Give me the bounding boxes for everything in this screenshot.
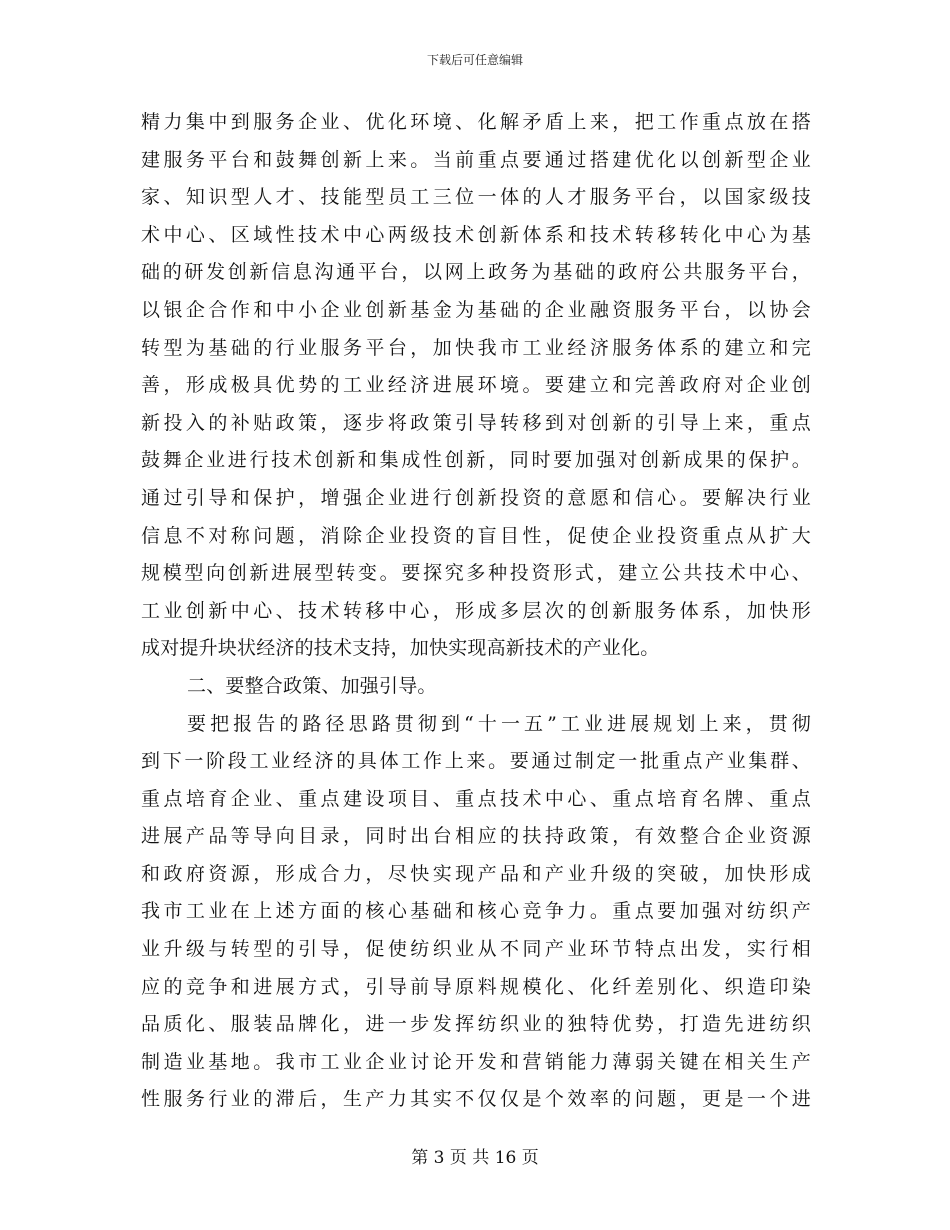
text-line: 和政府资源，形成合力，尽快实现产品和产业升级的突破，加快形成: [141, 862, 811, 885]
text-line: 到下一阶段工业经济的具体工作上来。要通过制定一批重点产业集群、: [141, 750, 811, 773]
text-line: 品质化、服装品牌化，进一步发挥纺织业的独特优势，打造先进纺织: [141, 1013, 811, 1036]
text-line: 规模型向创新进展型转变。要探究多种投资形式，建立公共技术中心、: [141, 562, 811, 585]
text-line: 以银企合作和中小企业创新基金为基础的企业融资服务平台，以协会: [141, 298, 811, 321]
text-line: 我市工业在上述方面的核心基础和核心竞争力。重点要加强对纺织产: [141, 900, 811, 923]
text-line: 信息不对称问题，消除企业投资的盲目性，促使企业投资重点从扩大: [141, 524, 811, 547]
text-line: 家、知识型人才、技能型员工三位一体的人才服务平台，以国家级技: [141, 186, 811, 209]
text-line: 应的竞争和进展方式，引导前导原料规模化、化纤差别化、织造印染: [141, 975, 811, 998]
text-line: 制造业基地。我市工业企业讨论开发和营销能力薄弱关键在相关生产: [141, 1050, 811, 1073]
text-line: 转型为基础的行业服务平台，加快我市工业经济服务体系的建立和完: [141, 336, 811, 359]
page-number-footer: 第 3 页 共 16 页: [411, 1148, 539, 1168]
text-line: 鼓舞企业进行技术创新和集成性创新，同时要加强对创新成果的保护。: [141, 449, 811, 472]
text-line: 善，形成极具优势的工业经济进展环境。要建立和完善政府对企业创: [141, 374, 811, 397]
text-line: 通过引导和保护，增强企业进行创新投资的意愿和信心。要解决行业: [141, 486, 811, 509]
text-line: 建服务平台和鼓舞创新上来。当前重点要通过搭建优化以创新型企业: [141, 148, 811, 171]
text-line: 精力集中到服务企业、优化环境、化解矛盾上来，把工作重点放在搭: [141, 111, 811, 133]
text-line: 术中心、区域性技术中心两级技术创新体系和技术转移转化中心为基: [141, 223, 811, 246]
text-line-paragraph-end: 成对提升块状经济的技术支持，加快实现高新技术的产业化。: [141, 637, 660, 660]
text-line: 新投入的补贴政策，逐步将政策引导转移到对创新的引导上来，重点: [141, 411, 811, 434]
page-header: 下载后可任意编辑: [426, 53, 523, 67]
section-heading: 二、要整合政策、加强引导。: [187, 674, 437, 697]
text-line: 业升级与转型的引导，促使纺织业从不同产业环节特点出发，实行相: [141, 938, 811, 961]
text-line-paragraph-start: 要把报告的路径思路贯彻到“十一五”工业进展规划上来，贯彻: [187, 712, 811, 735]
text-line: 重点培育企业、重点建设项目、重点技术中心、重点培育名牌、重点: [141, 787, 811, 810]
text-line: 性服务行业的滞后，生产力其实不仅仅是个效率的问题，更是一个进: [141, 1088, 811, 1111]
body-text: [141, 104, 811, 1119]
text-line: 进展产品等导向目录，同时出台相应的扶持政策，有效整合企业资源: [141, 825, 811, 848]
text-line: 础的研发创新信息沟通平台，以网上政务为基础的政府公共服务平台，: [141, 261, 811, 284]
text-line: 工业创新中心、技术转移中心，形成多层次的创新服务体系，加快形: [141, 599, 811, 622]
